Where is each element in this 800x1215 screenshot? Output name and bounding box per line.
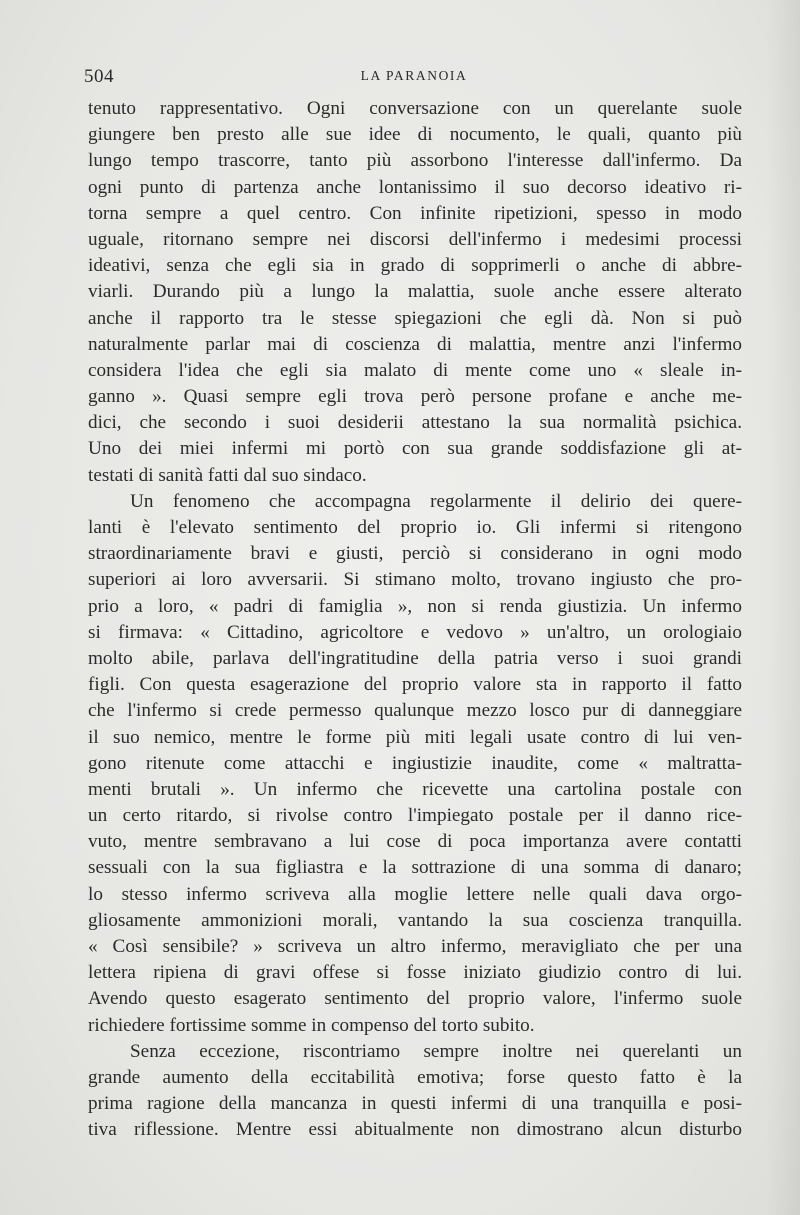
text-line: naturalmente parlar mai di coscienza di malattia, mentre anzi l'infermo: [88, 333, 742, 355]
text-line: il suo nemico, mentre le forme più miti legali usate contro di lui ven-: [88, 726, 742, 748]
text-line: Avendo questo esagerato sentimento del proprio valore, l'infermo suole: [88, 988, 742, 1010]
page-header: [84, 66, 744, 90]
text-line: giungere ben presto alle sue idee di nocumento, le quali, quanto più: [88, 124, 742, 146]
text-line: sessuali con la sua figliastra e la sottrazione di una somma di danaro;: [88, 857, 742, 879]
text-line: ogni punto di partenza anche lontanissimo il suo decorso ideativo ri-: [88, 176, 742, 198]
text-line: vuto, mentre sembravano a lui cose di poca importanza avere contatti: [88, 831, 742, 853]
body-text: [88, 96, 742, 1144]
text-line: grande aumento della eccitabilità emotiva; forse questo fatto è la: [88, 1066, 742, 1088]
text-line: testati di sanità fatti dal suo sindaco.: [88, 464, 367, 486]
text-line: gono ritenute come attacchi e ingiustizie inaudite, come « maltratta-: [88, 752, 742, 774]
text-line: lettera ripiena di gravi offese si fosse iniziato giudizio contro di lui.: [88, 962, 742, 984]
text-line: Senza eccezione, riscontriamo sempre inoltre nei querelanti un: [130, 1040, 742, 1062]
text-line: uguale, ritornano sempre nei discorsi dell'infermo i medesimi processi: [88, 228, 742, 250]
text-line: ganno ». Quasi sempre egli trova però persone profane e anche me-: [88, 386, 742, 408]
text-line: si firmava: « Cittadino, agricoltore e vedovo » un'altro, un orologiaio: [88, 621, 742, 643]
text-line: « Così sensibile? » scriveva un altro infermo, meravigliato che per una: [88, 936, 742, 957]
text-line: straordinariamente bravi e giusti, perciò si considerano in ogni modo: [88, 543, 742, 565]
text-line: lo stesso infermo scriveva alla moglie lettere nelle quali dava orgo-: [88, 883, 742, 905]
text-line: torna sempre a quel centro. Con infinite ripetizioni, spesso in modo: [88, 202, 742, 224]
text-line: un certo ritardo, si rivolse contro l'impiegato postale per il danno rice-: [88, 805, 742, 827]
text-line: tenuto rappresentativo. Ogni conversazione con un querelante suole: [88, 98, 742, 119]
text-line: tiva riflessione. Mentre essi abitualmente non dimostrano alcun disturbo: [88, 1119, 742, 1141]
text-line: Uno dei miei infermi mi portò con sua grande soddisfazione gli at-: [88, 438, 742, 460]
text-line: gliosamente ammonizioni morali, vantando la sua coscienza tranquilla.: [88, 909, 742, 931]
text-line: lungo tempo trascorre, tanto più assorbono l'interesse dall'infermo. Da: [88, 150, 742, 172]
text-line: lanti è l'elevato sentimento del proprio io. Gli infermi si ritengono: [88, 517, 742, 538]
text-line: anche il rapporto tra le stesse spiegazioni che egli dà. Non si può: [88, 307, 742, 329]
text-line: superiori ai loro avversarii. Si stimano molto, trovano ingiusto che pro-: [88, 569, 742, 591]
text-line: figli. Con questa esagerazione del proprio valore sta in rapporto il fatto: [88, 674, 742, 696]
text-line: ideativi, senza che egli sia in grado di sopprimerli o anche di abbre-: [88, 255, 742, 277]
page-number: 504: [84, 66, 114, 87]
text-line: considera l'idea che egli sia malato di mente come uno « sleale in-: [88, 359, 742, 381]
text-line: prima ragione della mancanza in questi infermi di una tranquilla e posi-: [88, 1093, 742, 1115]
text-line: viarli. Durando più a lungo la malattia, suole anche essere alterato: [88, 281, 742, 303]
page-edge-shadow: [766, 0, 800, 1215]
text-line: molto abile, parlava dell'ingratitudine della patria verso i suoi grandi: [88, 647, 742, 669]
text-line: menti brutali ». Un infermo che ricevette una cartolina postale con: [88, 778, 742, 800]
text-line: che l'infermo si crede permesso qualunque mezzo losco pur di danneggiare: [88, 700, 742, 722]
text-line: prio a loro, « padri di famiglia », non si renda giustizia. Un infermo: [88, 595, 742, 617]
text-line: dici, che secondo i suoi desiderii attestano la sua normalità psichica.: [88, 412, 742, 434]
text-line: Un fenomeno che accompagna regolarmente il delirio dei quere-: [130, 490, 742, 512]
running-head: LA PARANOIA: [360, 68, 468, 83]
text-line: richiedere fortissime somme in compenso del torto subito.: [88, 1014, 535, 1036]
